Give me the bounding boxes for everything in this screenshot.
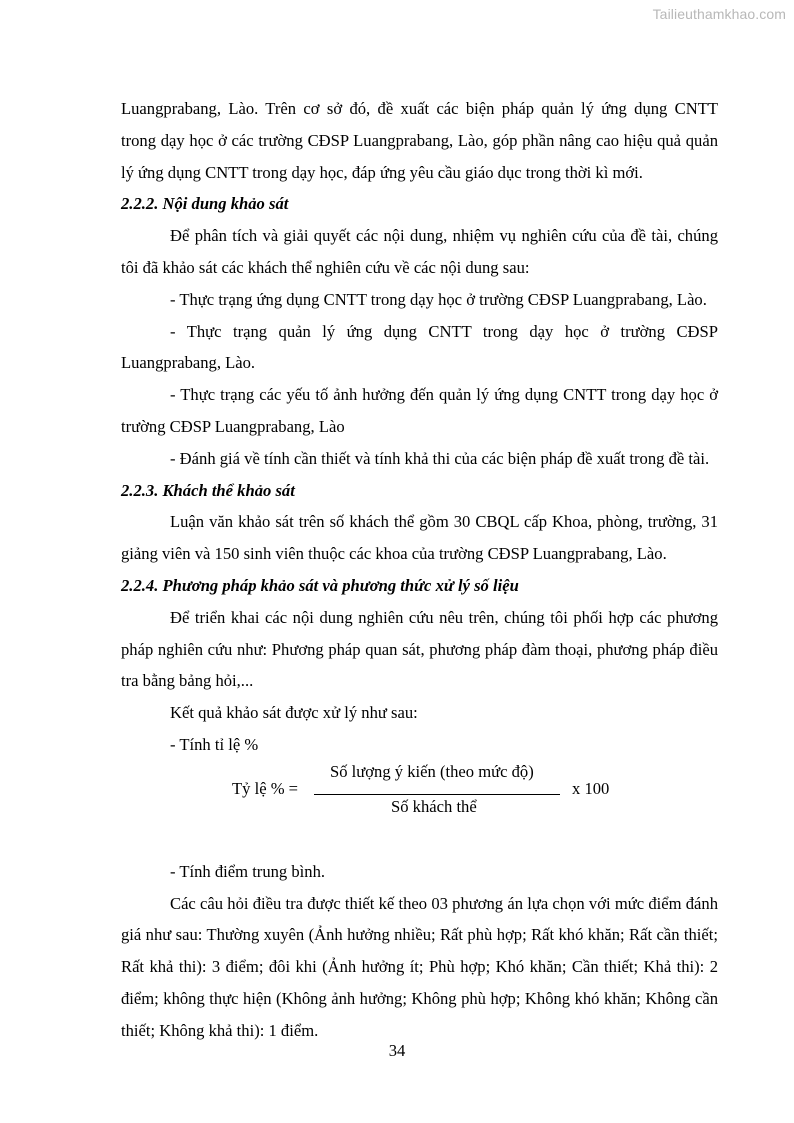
- s222-item-3: - Thực trạng các yếu tố ảnh hưởng đến quản lý ứng dụng CNTT trong dạy học ở trường CĐSP Luangprabang, Lào: [121, 385, 718, 436]
- formula-lhs: Tỷ lệ % =: [232, 779, 299, 798]
- heading-2-2-3: 2.2.3. Khách thể khảo sát: [121, 480, 295, 500]
- s222-item-4: - Đánh giá về tính cần thiết và tính khả thi của các biện pháp đề xuất trong đề tài.: [170, 448, 710, 468]
- watermark: Tailieuthamkhao.com: [652, 6, 786, 22]
- percentage-formula: [232, 762, 632, 822]
- heading-2-2-2: 2.2.2. Nội dung khảo sát: [121, 194, 289, 214]
- formula-multiplier: x 100: [572, 779, 610, 798]
- s224-item-average: - Tính điểm trung bình.: [170, 861, 326, 881]
- fraction-bar: [314, 794, 560, 795]
- s224-paragraph-2: Kết quả khảo sát được xử lý như sau:: [170, 703, 418, 723]
- s222-paragraph: Để phân tích và giải quyết các nội dung, nhiệm vụ nghiên cứu của đề tài, chúng tôi đã khảo sát các khách thể nghiên cứu về các nội dung sau:: [121, 226, 718, 277]
- formula-denominator: Số khách thể: [391, 797, 477, 816]
- s223-paragraph: Luận văn khảo sát trên số khách thể gồm 30 CBQL cấp Khoa, phòng, trường, 31 giảng viên và 150 sinh viên thuộc các khoa của trường CĐSP Luangprabang, Lào.: [121, 512, 718, 564]
- intro-line-1: Luangprabang, Lào. Trên cơ sở đó, đề xuất các biện pháp quản lý ứng dụng CNTT: [121, 99, 718, 118]
- formula-numerator: Số lượng ý kiến (theo mức độ): [330, 762, 534, 781]
- s222-item-1: - Thực trạng ứng dụng CNTT trong dạy học ở trường CĐSP Luangprabang, Lào.: [170, 289, 707, 309]
- heading-2-2-4: 2.2.4. Phương pháp khảo sát và phương thức xử lý số liệu: [121, 575, 519, 595]
- s224-paragraph-3: Các câu hỏi điều tra được thiết kế theo 03 phương án lựa chọn với mức điểm đánh giá như sau: Thường xuyên (Ảnh hưởng nhiều; Rất phù hợp; Rất khó khăn; Rất cần thiết; Rất khả thi): 3 điểm; đôi khi (Ảnh hưởng ít; Phù hợp; Khó khăn; Cần thiết; Khả thi): 2 điểm; không thực hiện (Không ảnh hưởng; Không phù hợp; Không khó khăn; Không cần thiết; Không khả thi): 1 điểm.: [121, 893, 718, 1040]
- s222-item-2: - Thực trạng quản lý ứng dụng CNTT trong dạy học ở trường CĐSP Luangprabang, Lào.: [121, 321, 718, 373]
- page-number: 34: [388, 1041, 406, 1060]
- document-body: [121, 93, 718, 1047]
- s224-paragraph-1: Để triển khai các nội dung nghiên cứu nêu trên, chúng tôi phối hợp các phương pháp nghiên cứu như: Phương pháp quan sát, phương pháp đàm thoại, phương pháp điều tra bằng bảng hỏi,...: [121, 607, 718, 691]
- intro-paragraph: trong dạy học ở các trường CĐSP Luangprabang, Lào, góp phần nâng cao hiệu quả quản lý ứng dụng CNTT trong dạy học, đáp ứng yêu cầu giáo dục trong thời kì mới.: [121, 130, 718, 182]
- s224-item-percent: - Tính tỉ lệ %: [170, 734, 259, 754]
